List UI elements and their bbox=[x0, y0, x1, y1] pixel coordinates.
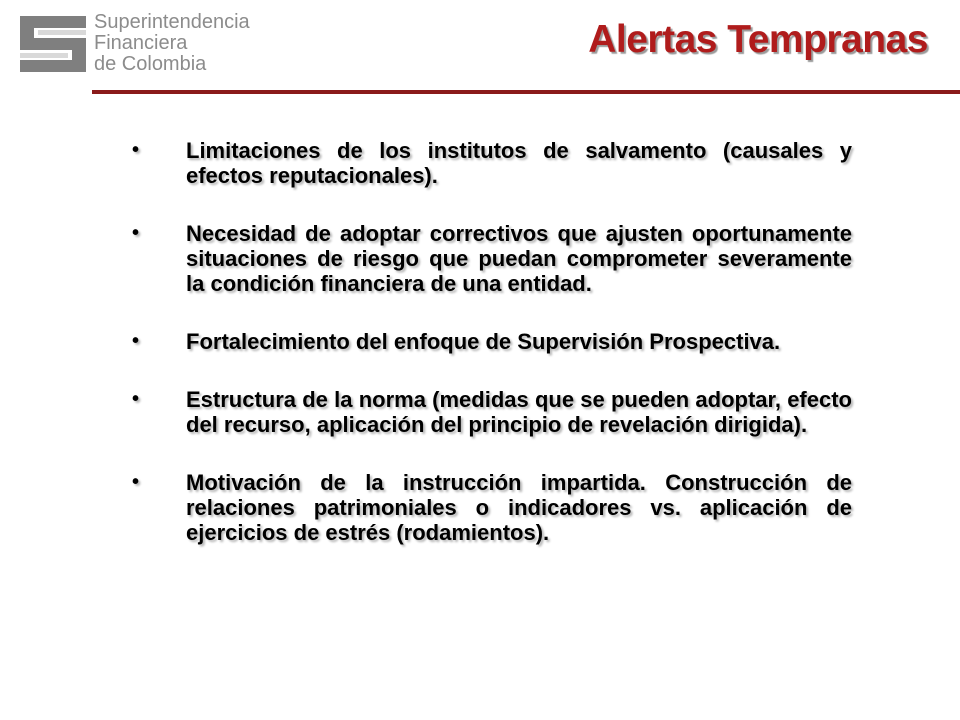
bullet-text: Limitaciones de los institutos de salvamento (causales y efectos reputacionales). bbox=[186, 138, 852, 188]
logo-line-1: Superintendencia bbox=[94, 11, 250, 33]
title-divider bbox=[92, 90, 960, 94]
bullet-text: Motivación de la instrucción impartida. Construcción de relaciones patrimoniales o indicadores vs. aplicación de ejercicios de estrés (rodamientos). bbox=[186, 470, 852, 545]
bullet-item bbox=[132, 470, 852, 545]
slide-title: Alertas Tempranas bbox=[588, 18, 928, 61]
superintendencia-logo-icon bbox=[14, 8, 92, 80]
bullet-marker: • bbox=[132, 388, 140, 410]
bullet-marker: • bbox=[132, 330, 140, 352]
logo-line-3: de Colombia bbox=[94, 53, 207, 75]
logo-text bbox=[94, 12, 254, 75]
bullet-list bbox=[132, 138, 852, 578]
bullet-item bbox=[132, 387, 852, 437]
bullet-text: Estructura de la norma (medidas que se pueden adoptar, efecto del recurso, aplicación del principio de revelación dirigida). bbox=[186, 387, 852, 437]
logo bbox=[14, 8, 254, 84]
logo-line-2: Financiera bbox=[94, 32, 188, 54]
bullet-item bbox=[132, 329, 852, 354]
bullet-text: Fortalecimiento del enfoque de Supervisión Prospectiva. bbox=[186, 329, 781, 354]
bullet-marker: • bbox=[132, 139, 140, 161]
bullet-marker: • bbox=[132, 471, 140, 493]
bullet-item bbox=[132, 138, 852, 188]
bullet-item bbox=[132, 221, 852, 296]
bullet-text: Necesidad de adoptar correctivos que ajusten oportunamente situaciones de riesgo que puedan comprometer severamente la condición financiera de una entidad. bbox=[186, 221, 852, 296]
bullet-marker: • bbox=[132, 222, 140, 244]
